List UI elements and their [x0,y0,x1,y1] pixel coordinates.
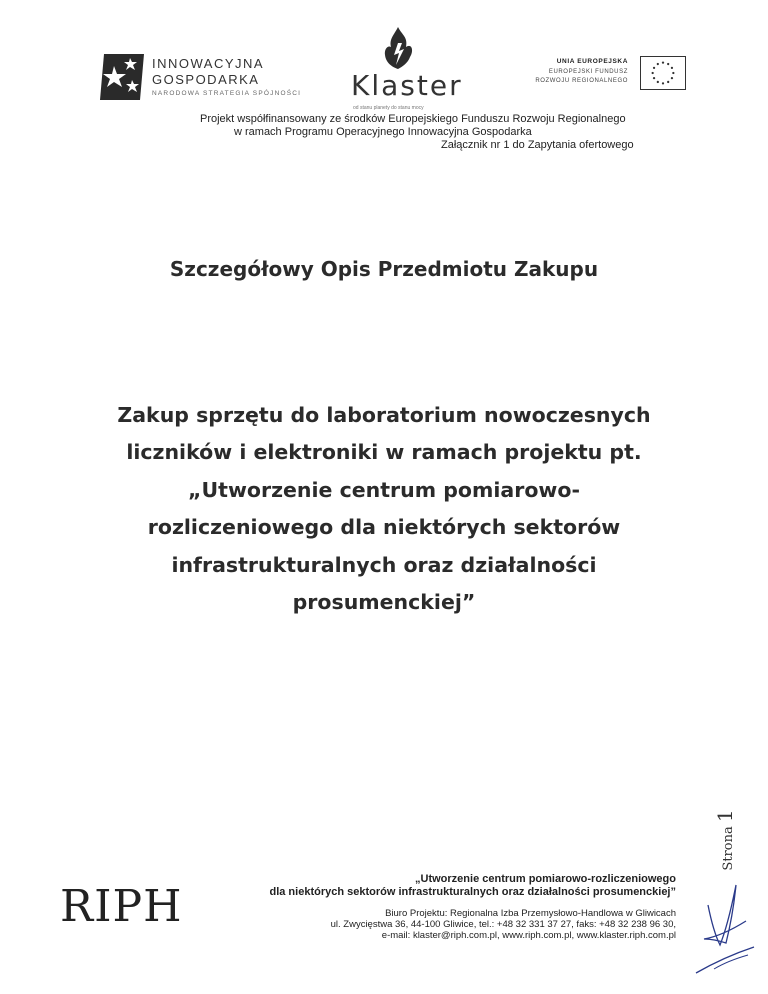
subject-line-1: Zakup sprzętu do laboratorium nowoczesnych [117,403,651,427]
subject-line-3: „Utworzenie centrum pomiarowo- [188,477,580,502]
eu-line3: ROZWOJU REGIONALNEGO [535,78,628,84]
footer-contact: e-mail: klaster@riph.com.pl, www.riph.com.pl, www.klaster.riph.com.pl [381,930,676,941]
innowacyjna-line2: GOSPODARKA [152,72,260,87]
eu-logo [520,56,688,94]
innowacyjna-line3: NARODOWA STRATEGIA SPÓJNOŚCI [152,90,302,97]
innowacyjna-gospodarka-logo [100,48,300,106]
klaster-tagline: od stanu planety do stanu mocy [353,105,424,111]
page-label: Strona [721,826,736,871]
eu-flag-icon [640,56,686,90]
program-line: w ramach Programu Operacyjnego Innowacyjna Gospodarka [234,126,532,138]
document-subject [0,397,768,621]
footer-office: Biuro Projektu: Regionalna Izba Przemysłowo-Handlowa w Gliwicach [385,908,676,919]
riph-wordmark: RIPH [60,881,183,932]
footer-project-line1: „Utworzenie centrum pomiarowo-rozliczeniowego [415,873,676,885]
klaster-logo [335,25,465,110]
innowacyjna-emblem-icon [100,52,146,102]
klaster-flame-icon [378,25,418,73]
subject-line-4: rozliczeniowego dla niektórych sektorów [147,515,621,540]
subject-line-2: liczników i elektroniki w ramach projektu pt. [126,440,642,465]
subject-line-5: infrastrukturalnych oraz działalności [171,552,597,577]
attachment-line: Załącznik nr 1 do Zapytania ofertowego [441,139,634,151]
eu-line1: UNIA EUROPEJSKA [556,58,628,65]
klaster-wordmark: Klaster [351,69,463,102]
footer-address: ul. Zwycięstwa 36, 44-100 Gliwice, tel.: +48 32 331 37 27, faks: +48 32 238 96 30, [330,919,676,930]
signature-icon [690,865,760,975]
footer-project-line2: dla niektórych sektorów infrastrukturalnych oraz działalności prosumenckiej” [269,886,676,898]
subject-line-6: prosumenckiej” [292,590,476,615]
document-title: Szczegółowy Opis Przedmiotu Zakupu [169,257,599,281]
riph-logo [60,873,190,933]
eu-line2: EUROPEJSKI FUNDUSZ [548,69,628,75]
innowacyjna-line1: INNOWACYJNA [152,56,265,71]
cofinancing-line: Projekt współfinansowany ze środków Europejskiego Funduszu Rozwoju Regionalnego [200,113,626,125]
page-number-value: 1 [713,809,737,823]
